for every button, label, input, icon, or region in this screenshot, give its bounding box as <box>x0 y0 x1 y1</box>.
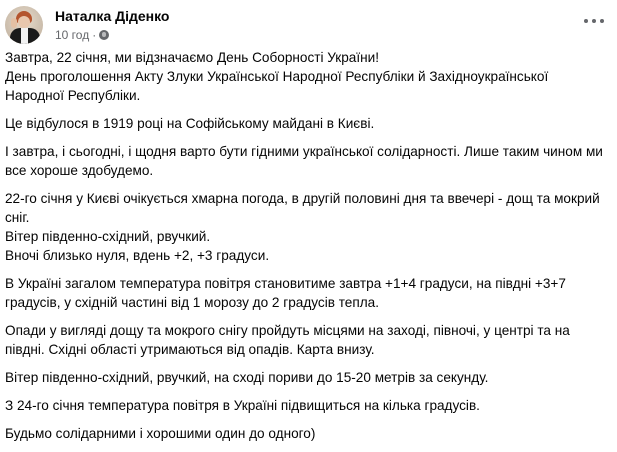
dot-icon <box>584 19 588 23</box>
more-options-button[interactable] <box>584 16 604 26</box>
paragraph <box>5 321 605 359</box>
text-line: Вночі близько нуля, вдень +2, +3 градуси. <box>5 248 270 263</box>
post-timestamp[interactable]: 10 год <box>55 28 90 42</box>
paragraph <box>5 396 605 415</box>
paragraph <box>5 189 605 265</box>
author-name[interactable]: Наталка Діденко <box>55 8 170 24</box>
text-line: В Україні загалом температура повітря становитиме завтра +1+4 градуси, на півдні +3+7 градусів, у східній частині від 1 морозу до 2 градусів тепла. <box>5 276 566 310</box>
text-line: Вітер південно-східний, рвучкий, на сході пориви до 15-20 метрів за секунду. <box>5 370 489 385</box>
separator: · <box>92 28 97 42</box>
paragraph <box>5 114 605 133</box>
text-line: День проголошення Акту Злуки Української Народної Республіки й Західноукраїнської Народної Республіки. <box>5 69 549 103</box>
text-line: Будьмо солідарними і хорошими один до одного) <box>5 426 316 441</box>
text-line: Вітер південно-східний, рвучкий. <box>5 229 211 244</box>
text-line: Завтра, 22 січня, ми відзначаємо День Соборності України! <box>5 50 380 65</box>
text-line: 22-го січня у Києві очікується хмарна погода, в другій половині дня та ввечері - дощ та мокрий сніг. <box>5 191 600 225</box>
globe-icon[interactable] <box>99 30 109 40</box>
paragraph <box>5 368 605 387</box>
avatar[interactable] <box>5 6 43 44</box>
text-line: Опади у вигляді дощу та мокрого снігу пройдуть місцями на заході, півночі, у центрі та на півдні. Східні області утримаються від опадів. Карта внизу. <box>5 323 570 357</box>
paragraph <box>5 274 605 312</box>
text-line: І завтра, і сьогодні, і щодня варто бути гідними української солідарності. Лише таким чином ми все хороше здобудемо. <box>5 144 603 178</box>
post-header <box>5 5 169 45</box>
text-line: Це відбулося в 1919 році на Софійському майдані в Києві. <box>5 116 375 131</box>
paragraph <box>5 142 605 180</box>
text-line: З 24-го січня температура повітря в Україні підвищиться на кілька градусів. <box>5 398 480 413</box>
post-meta <box>55 7 169 43</box>
post-subline <box>55 27 169 43</box>
post-text <box>5 48 605 452</box>
dot-icon <box>600 19 604 23</box>
paragraph <box>5 48 605 105</box>
dot-icon <box>592 19 596 23</box>
